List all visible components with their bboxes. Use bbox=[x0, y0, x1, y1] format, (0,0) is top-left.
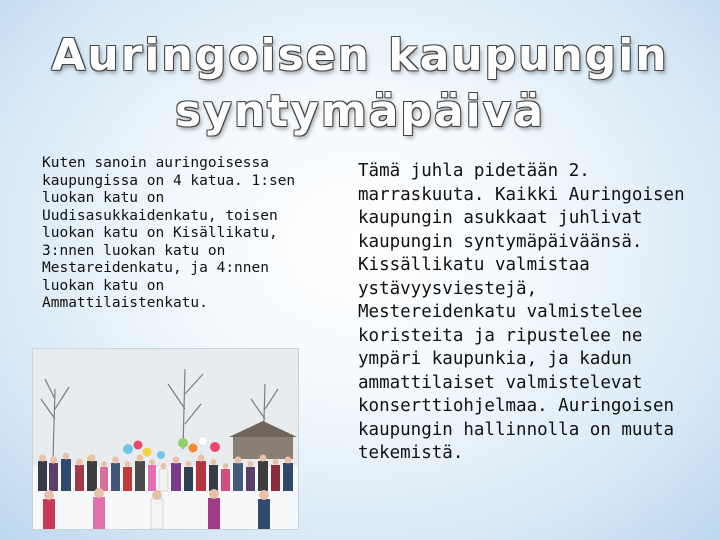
slide-title bbox=[0, 28, 720, 140]
right-text-block: Tämä juhla pidetään 2. marraskuuta. Kaikki Auringoisen kaupungin asukkaat juhlivat kaupungin syntymäpäiväänsä. Kissällikatu valmistaa ystävyysviestejä, Mestereidenkatu valmistelee koristeita ja ripustelee ne ympäri kaupunkia, ja kadun ammattilaiset valmistelevat konserttiohjelmaa. Auringoisen kaupungin hallinnolla on muuta tekemistä. bbox=[358, 161, 685, 463]
celebration-photo bbox=[32, 348, 299, 530]
left-text-block: Kuten sanoin auringoisessa kaupungissa on 4 katua. 1:sen luokan katu on Uudisasukkaidenkatu, toisen luokan katu on Kisällikatu, 3:nnen luokan katu on Mestareidenkatu, ja 4:nnen luokan katu on Ammattilaistenkatu. bbox=[42, 155, 296, 311]
slide-title-line-2: syntymäpäivä bbox=[174, 86, 546, 137]
slide-title-line-1: Auringoisen kaupungin bbox=[51, 30, 669, 81]
